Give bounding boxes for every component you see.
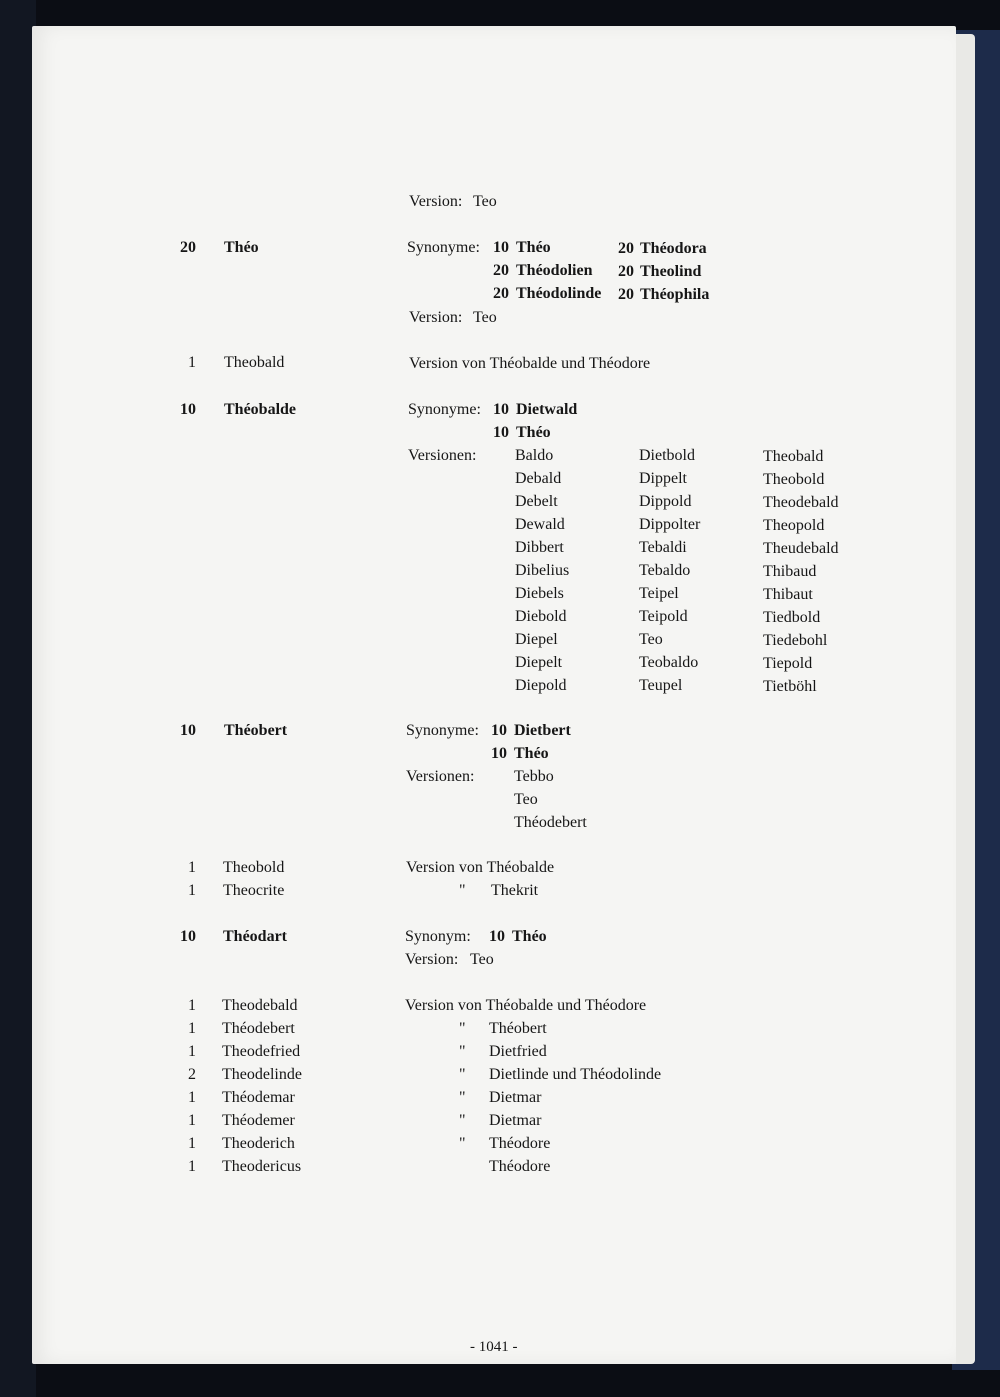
version-name: Tietböhl bbox=[763, 678, 817, 695]
version-name: Dippolter bbox=[639, 516, 701, 533]
version-name: Tebbo bbox=[514, 768, 554, 785]
entry-reference: Dietfried bbox=[489, 1043, 547, 1060]
entry-reference: Thekrit bbox=[491, 882, 539, 899]
synonym-count: 20 bbox=[618, 263, 634, 280]
entry-name: Theodelinde bbox=[222, 1066, 302, 1083]
entry-name: Théobert bbox=[224, 722, 288, 739]
synonym-count: 20 bbox=[493, 262, 509, 279]
synonym-name: Théodolien bbox=[516, 262, 593, 279]
version-name: Teipel bbox=[639, 585, 679, 602]
version-name: Theodebald bbox=[763, 494, 839, 511]
entry-reference: Dietlinde und Théodolinde bbox=[489, 1066, 662, 1083]
synonym-count: 10 bbox=[489, 928, 505, 945]
version-name: Teo bbox=[514, 791, 538, 808]
entry-count: 1 bbox=[188, 1043, 196, 1060]
synonym-count: 10 bbox=[493, 239, 509, 256]
synonym-name: Théodolinde bbox=[516, 285, 602, 302]
version-name: Debelt bbox=[515, 493, 558, 510]
entry-reference: Théobert bbox=[489, 1020, 547, 1037]
entry-count: 10 bbox=[180, 401, 196, 418]
entry-count: 1 bbox=[188, 997, 196, 1014]
version-name: Tiedbold bbox=[763, 609, 821, 626]
version-name: Teo bbox=[473, 309, 497, 326]
label-version: Version: bbox=[405, 951, 459, 968]
label-version: Version: bbox=[409, 309, 463, 326]
synonym-name: Dietbert bbox=[514, 722, 571, 739]
entry-count: 1 bbox=[188, 1020, 196, 1037]
version-name: Teo bbox=[639, 631, 663, 648]
entry-count: 10 bbox=[180, 722, 196, 739]
entry-name: Théodemer bbox=[222, 1112, 295, 1129]
entry-name: Theobald bbox=[224, 354, 285, 371]
book-spine bbox=[0, 0, 36, 1397]
version-name: Teupel bbox=[639, 677, 683, 694]
entry-count: 2 bbox=[188, 1066, 196, 1083]
version-name: Teobaldo bbox=[639, 654, 699, 671]
ditto-mark: " bbox=[459, 1020, 466, 1037]
entry-count: 1 bbox=[188, 1158, 196, 1175]
ditto-mark: " bbox=[459, 882, 466, 899]
synonym-count: 10 bbox=[493, 424, 509, 441]
entry-name: Théodart bbox=[223, 928, 287, 945]
entry-reference: Version von Théobalde und Théodore bbox=[409, 355, 651, 372]
synonym-count: 10 bbox=[491, 722, 507, 739]
entry-count: 1 bbox=[188, 1089, 196, 1106]
version-name: Diepold bbox=[515, 677, 567, 694]
ditto-mark: " bbox=[459, 1043, 466, 1060]
synonym-name: Théophila bbox=[640, 286, 710, 303]
page-number: - 1041 - bbox=[470, 1339, 518, 1355]
version-name: Theopold bbox=[763, 517, 825, 534]
entry-name: Theodericus bbox=[222, 1158, 302, 1175]
synonym-name: Dietwald bbox=[516, 401, 578, 418]
version-name: Diepelt bbox=[515, 654, 563, 671]
synonym-name: Theolind bbox=[640, 263, 702, 280]
version-name: Dibelius bbox=[515, 562, 570, 579]
version-name: Diebels bbox=[515, 585, 564, 602]
label-synonym: Synonym: bbox=[405, 928, 471, 945]
version-name: Diebold bbox=[515, 608, 567, 625]
version-name: Theobald bbox=[763, 448, 824, 465]
entry-reference: Dietmar bbox=[489, 1089, 542, 1106]
version-name: Debald bbox=[515, 470, 562, 487]
synonym-name: Théodora bbox=[640, 240, 707, 257]
entry-name: Théo bbox=[224, 239, 259, 256]
entry-reference: Version von Théobalde und Théodore bbox=[405, 997, 647, 1014]
synonym-name: Théo bbox=[516, 239, 551, 256]
synonym-count: 10 bbox=[491, 745, 507, 762]
label-versionen: Versionen: bbox=[406, 768, 475, 785]
entry-name: Théodebert bbox=[222, 1020, 295, 1037]
entry-count: 10 bbox=[180, 928, 196, 945]
entry-name: Theodebald bbox=[222, 997, 298, 1014]
version-name: Tiedebohl bbox=[763, 632, 828, 649]
version-name: Tebaldo bbox=[639, 562, 691, 579]
version-name: Thibaut bbox=[763, 586, 813, 603]
version-name: Theudebald bbox=[763, 540, 839, 557]
synonym-count: 20 bbox=[618, 240, 634, 257]
version-name: Tiepold bbox=[763, 655, 813, 672]
version-name: Teipold bbox=[639, 608, 688, 625]
ditto-mark: " bbox=[459, 1066, 466, 1083]
version-name: Teo bbox=[470, 951, 494, 968]
synonym-count: 10 bbox=[493, 401, 509, 418]
entry-name: Theocrite bbox=[223, 882, 285, 899]
entry-reference: Version von Théobalde bbox=[406, 859, 555, 876]
version-name: Theobold bbox=[763, 471, 825, 488]
entry-count: 1 bbox=[188, 882, 196, 899]
entry-reference: Théodore bbox=[489, 1135, 551, 1152]
version-name: Dippelt bbox=[639, 470, 687, 487]
entry-count: 1 bbox=[188, 354, 196, 371]
version-name: Théodebert bbox=[514, 814, 587, 831]
ditto-mark: " bbox=[459, 1089, 466, 1106]
entry-reference: Dietmar bbox=[489, 1112, 542, 1129]
version-name: Tebaldi bbox=[639, 539, 687, 556]
entry-count: 1 bbox=[188, 1135, 196, 1152]
label-version: Version: bbox=[409, 193, 463, 210]
entry-name: Theodefried bbox=[222, 1043, 301, 1060]
version-name: Baldo bbox=[515, 447, 554, 464]
version-name: Teo bbox=[473, 193, 497, 210]
entry-count: 1 bbox=[188, 1112, 196, 1129]
entry-name: Théobalde bbox=[224, 401, 297, 418]
version-name: Dietbold bbox=[639, 447, 695, 464]
synonym-name: Théo bbox=[512, 928, 547, 945]
entry-name: Théodemar bbox=[222, 1089, 295, 1106]
version-name: Dewald bbox=[515, 516, 565, 533]
entry-name: Theoderich bbox=[222, 1135, 295, 1152]
entry-name: Theobold bbox=[223, 859, 285, 876]
synonym-count: 20 bbox=[618, 286, 634, 303]
version-name: Dibbert bbox=[515, 539, 564, 556]
version-name: Diepel bbox=[515, 631, 558, 648]
label-synonyme: Synonyme: bbox=[406, 722, 479, 739]
label-versionen: Versionen: bbox=[408, 447, 477, 464]
synonym-count: 20 bbox=[493, 285, 509, 302]
entry-count: 20 bbox=[180, 239, 196, 256]
synonym-name: Théo bbox=[514, 745, 549, 762]
label-synonyme: Synonyme: bbox=[407, 239, 480, 256]
version-name: Thibaud bbox=[763, 563, 817, 580]
label-synonyme: Synonyme: bbox=[408, 401, 481, 418]
version-name: Dippold bbox=[639, 493, 692, 510]
ditto-mark: " bbox=[459, 1135, 466, 1152]
ditto-mark: " bbox=[459, 1112, 466, 1129]
document-page bbox=[32, 26, 956, 1364]
entry-count: 1 bbox=[188, 859, 196, 876]
entry-reference: Théodore bbox=[489, 1158, 551, 1175]
synonym-name: Théo bbox=[516, 424, 551, 441]
